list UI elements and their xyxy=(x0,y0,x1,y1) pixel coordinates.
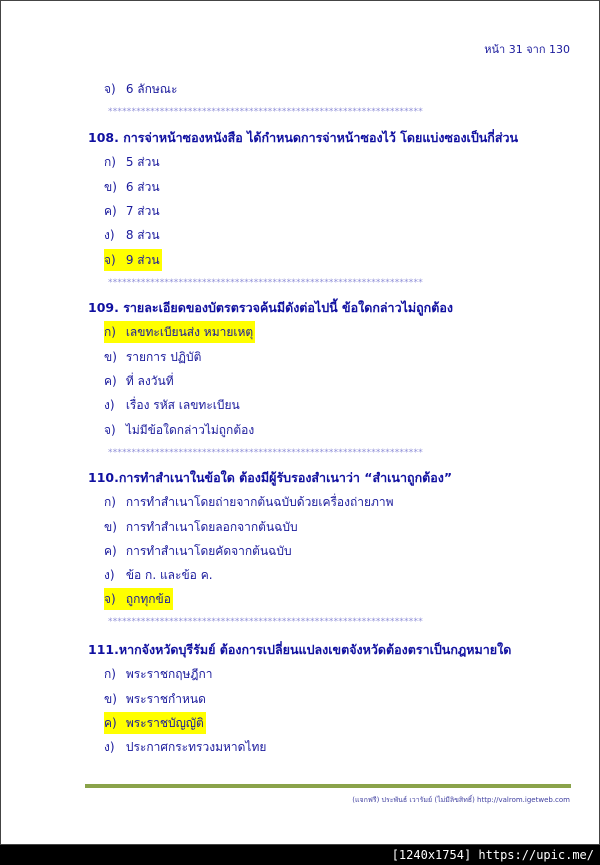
option-item xyxy=(104,224,160,246)
option-text: รายการ ปฏิบัติ xyxy=(125,350,202,364)
option-text: พระราชกำหนด xyxy=(125,692,206,706)
option-text: 6 ลักษณะ xyxy=(125,82,178,96)
option-text: พระราชกฤษฎีกา xyxy=(125,667,213,681)
option-label: ข) xyxy=(104,180,117,194)
option-label: ข) xyxy=(104,520,117,534)
option-text: ที่ ลงวันที่ xyxy=(125,374,174,388)
separator: ******************************************************************* xyxy=(108,107,423,117)
separator: ******************************************************************* xyxy=(108,448,423,458)
option-text: 9 ส่วน xyxy=(125,253,160,267)
option-label: ง) xyxy=(104,568,115,582)
option-label: จ) xyxy=(104,253,116,267)
question-title: 109. รายละเอียดของบัตรตรวจค้นมีดังต่อไปนี้ ข้อใดกล่าวไม่ถูกต้อง xyxy=(88,300,453,315)
option-text: ข้อ ก. และข้อ ค. xyxy=(125,568,213,582)
question-title: 110.การทำสำเนาในข้อใด ต้องมีผู้รับรองสำเนาว่า “สำเนาถูกต้อง” xyxy=(88,470,453,485)
option-text: 6 ส่วน xyxy=(125,180,160,194)
option-item xyxy=(104,151,160,173)
option-item xyxy=(104,370,174,392)
option-text: 7 ส่วน xyxy=(125,204,160,218)
option-label: ค) xyxy=(104,544,117,558)
option-item xyxy=(104,588,173,610)
option-item xyxy=(104,712,206,734)
option-item xyxy=(104,688,206,710)
option-label: ข) xyxy=(104,350,117,364)
option-prev-e xyxy=(104,78,177,100)
option-item xyxy=(104,394,240,416)
option-item xyxy=(104,346,201,368)
footer-text: (แจกฟรี) ประพันธ์ เวารัมย์ (ไม่มีลิขสิทธิ์) http://valrom.igetweb.com xyxy=(352,796,570,804)
option-item xyxy=(104,491,394,513)
option-text: เลขทะเบียนส่ง หมายเหตุ xyxy=(125,325,254,339)
option-label: จ) xyxy=(104,82,116,96)
question-title: 108. การจ่าหน้าซองหนังสือ ได้กำหนดการจ่าหน้าซองไว้ โดยแบ่งซองเป็นกี่ส่วน xyxy=(88,130,519,145)
option-text: ถูกทุกข้อ xyxy=(125,592,171,606)
footer-rule xyxy=(85,784,571,788)
option-item xyxy=(104,516,298,538)
option-text: 8 ส่วน xyxy=(125,228,160,242)
option-item xyxy=(104,736,266,758)
option-item xyxy=(104,200,160,222)
option-item xyxy=(104,249,162,271)
option-label: ง) xyxy=(104,398,115,412)
option-text: 5 ส่วน xyxy=(125,155,160,169)
option-text: การทำสำเนาโดยถ่ายจากต้นฉบับด้วยเครื่องถ่ายภาพ xyxy=(125,495,394,509)
watermark-bar: [1240x1754] https://upic.me/ xyxy=(0,845,600,865)
option-text: การทำสำเนาโดยคัดจากต้นฉบับ xyxy=(125,544,292,558)
option-item xyxy=(104,176,160,198)
option-label: ก) xyxy=(104,667,116,681)
option-text: พระราชบัญญัติ xyxy=(125,716,204,730)
page-number: หน้า 31 จาก 130 xyxy=(484,43,570,56)
option-text: การทำสำเนาโดยลอกจากต้นฉบับ xyxy=(125,520,298,534)
option-item xyxy=(104,540,292,562)
option-item xyxy=(104,564,213,586)
option-label: จ) xyxy=(104,423,116,437)
option-label: ง) xyxy=(104,228,115,242)
option-label: ค) xyxy=(104,374,117,388)
option-item xyxy=(104,321,255,343)
option-item xyxy=(104,419,254,441)
separator: ******************************************************************* xyxy=(108,617,423,627)
option-text: เรื่อง รหัส เลขทะเบียน xyxy=(125,398,240,412)
option-label: ค) xyxy=(104,204,117,218)
option-label: ง) xyxy=(104,740,115,754)
option-label: ค) xyxy=(104,716,117,730)
option-label: ข) xyxy=(104,692,117,706)
separator: ******************************************************************* xyxy=(108,278,423,288)
option-label: ก) xyxy=(104,155,116,169)
option-label: จ) xyxy=(104,592,116,606)
option-item xyxy=(104,663,212,685)
question-title: 111.หากจังหวัดบุรีรัมย์ ต้องการเปลี่ยนแปลงเขตจังหวัดต้องตราเป็นกฎหมายใด xyxy=(88,642,512,657)
option-label: ก) xyxy=(104,495,116,509)
option-text: ประกาศกระทรวงมหาดไทย xyxy=(125,740,267,754)
option-text: ไม่มีข้อใดกล่าวไม่ถูกต้อง xyxy=(125,423,255,437)
option-label: ก) xyxy=(104,325,116,339)
